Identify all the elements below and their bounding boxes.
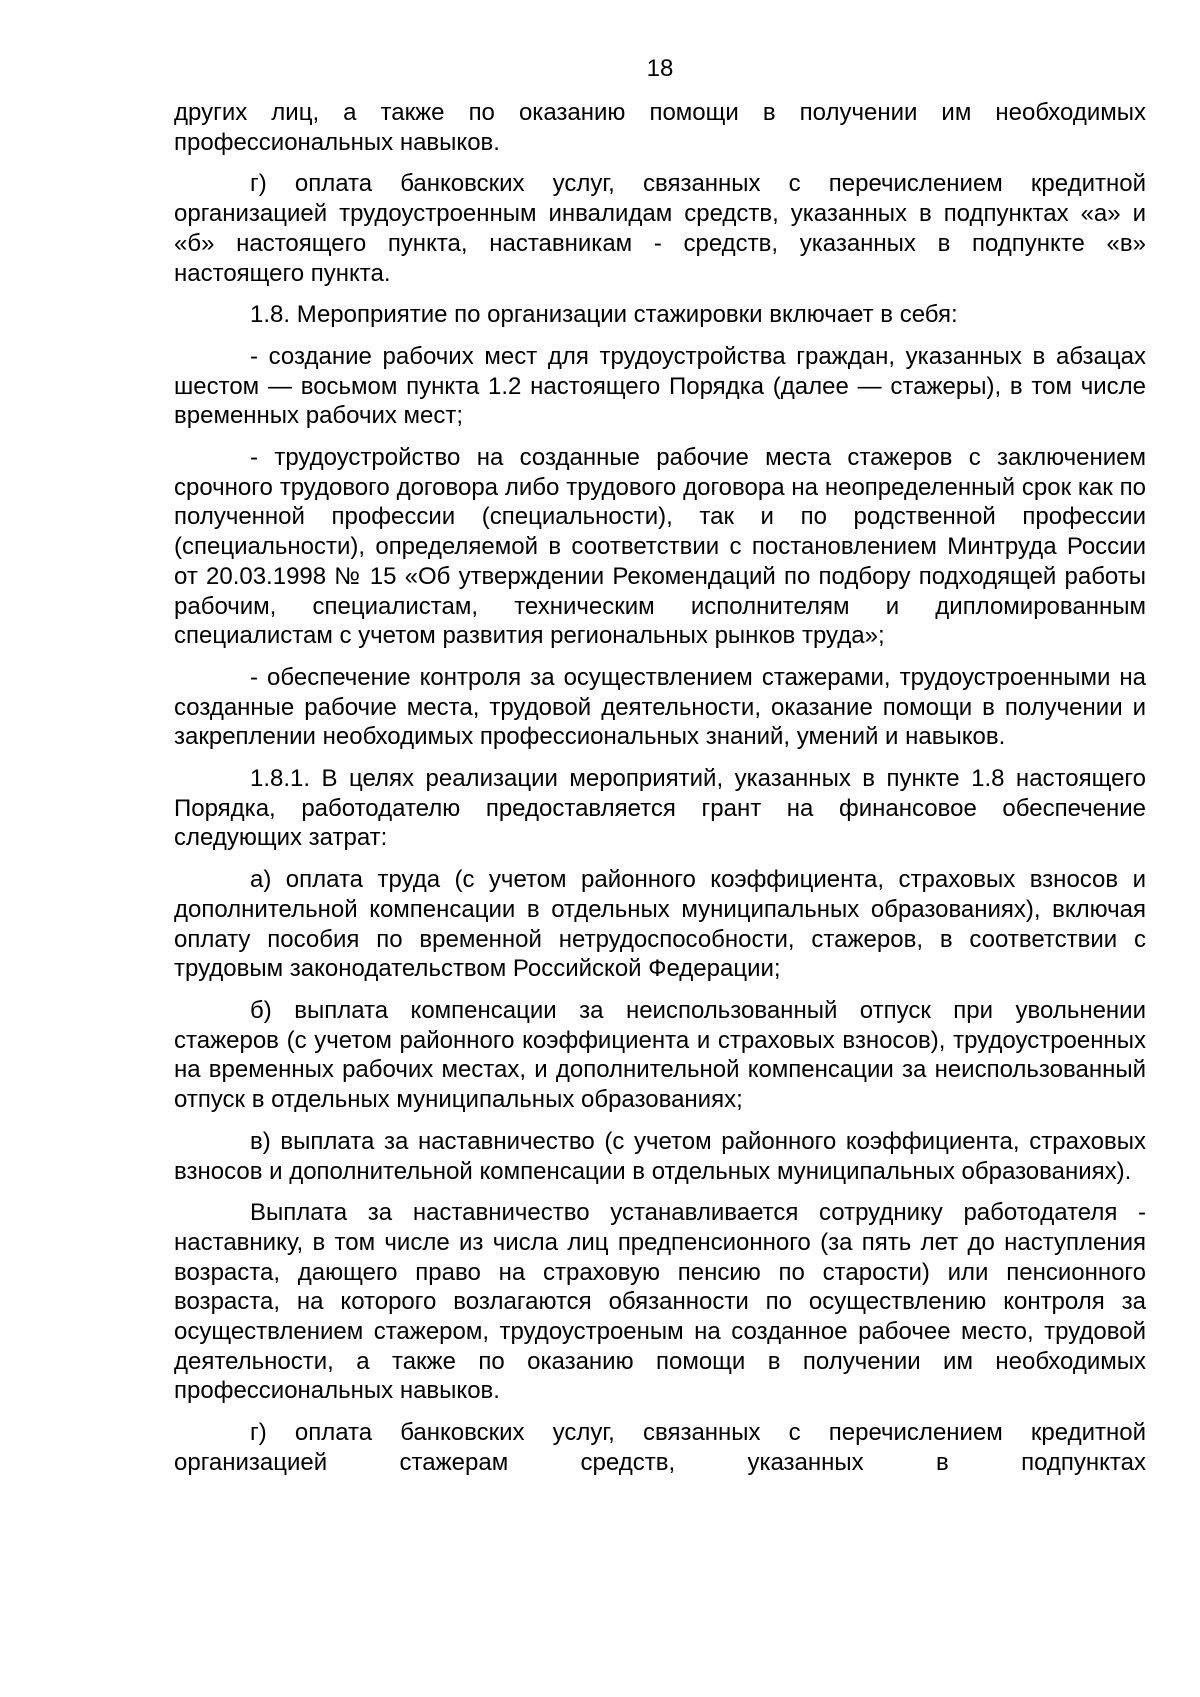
paragraph-creating-workplaces: - создание рабочих мест для трудоустройства граждан, указанных в абзацах шестом — восьмом пункта 1.2 настоящего Порядка (далее — стажеры), в том числе временных рабочих мест; [174,342,1146,430]
paragraph-continuation: других лиц, а также по оказанию помощи в получении им необходимых профессиональных навыков. [174,99,1146,156]
paragraph-supervision: - обеспечение контроля за осуществлением стажерами, трудоустроенными на созданные рабочие места, трудовой деятельности, оказание помощи в получении и закреплении необходимых профессиональных знаний, умений и навыков. [174,663,1146,751]
document-page [174,54,1146,1478]
paragraph-employment-of-trainees: - трудоустройство на созданные рабочие места стажеров с заключением срочного трудового договора либо трудового договора на неопределенный срок как по полученной профессии (специальности), так и по родственной профессии (специальности), определяемой в соответствии с постановлением Минтруда России от 20.03.1998 № 15 «Об утверждении Рекомендаций по подбору подходящей работы рабочим, специалистам, техническим исполнителям и дипломированным специалистам с учетом развития региональных рынков труда»; [174,444,1146,650]
paragraph-bank-services-disabled: г) оплата банковских услуг, связанных с перечислением кредитной организацией трудоустроенным инвалидам средств, указанных в подпунктах «а» и «б» настоящего пункта, наставникам - средств, указанных в подпункте «в» настоящего пункта. [174,170,1146,287]
paragraph-item-a-wages: а) оплата труда (с учетом районного коэффициента, страховых взносов и дополнительной компенсации в отдельных муниципальных образованиях), включая оплату пособия по временной нетрудоспособности, стажеров, в соответствии с трудовым законодательством Российской Федерации; [174,866,1146,983]
page-number: 18 [646,55,674,82]
paragraph-item-g-bank-services: г) оплата банковских услуг, связанных с перечислением кредитной организацией стажерам средств, указанных в подпунктах [174,1419,1146,1476]
paragraph-section-1-8: 1.8. Мероприятие по организации стажировки включает в себя: [250,301,958,329]
paragraph-section-1-8-1: 1.8.1. В целях реализации мероприятий, указанных в пункте 1.8 настоящего Порядка, работодателю предоставляется грант на финансовое обеспечение следующих затрат: [174,765,1146,852]
paragraph-item-v-mentorship: в) выплата за наставничество (с учетом районного коэффициента, страховых взносов и дополнительной компенсации в отдельных муниципальных образованиях). [174,1127,1146,1185]
paragraph-item-b-compensation: б) выплата компенсации за неиспользованный отпуск при увольнении стажеров (с учетом районного коэффициента и страховых взносов), трудоустроенных на временных рабочих местах, и дополнительной компенсации за неиспользованный отпуск в отдельных муниципальных образованиях; [174,996,1146,1114]
paragraph-mentorship-payment: Выплата за наставничество устанавливается сотруднику работодателя - наставнику, в том числе из числа лиц предпенсионного (за пять лет до наступления возраста, дающего право на страховую пенсию по старости) или пенсионного возраста, на которого возлагаются обязанности по осуществлению контроля за осуществлением стажером, трудоустроеным на созданное рабочее место, трудовой деятельности, а также по оказанию помощи в получении им необходимых профессиональных навыков. [174,1199,1146,1405]
